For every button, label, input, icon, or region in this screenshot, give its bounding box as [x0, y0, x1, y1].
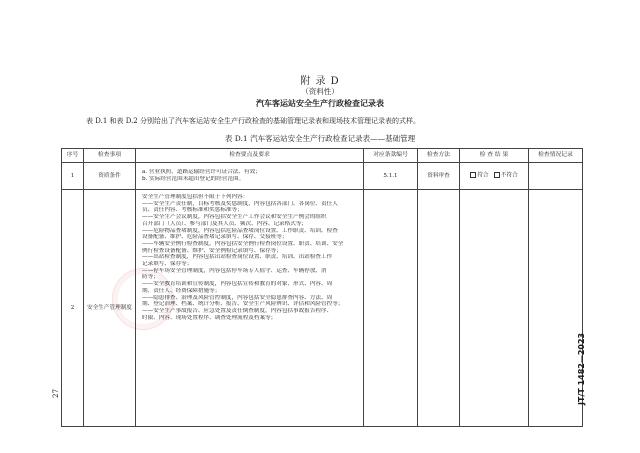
appendix-subtitle: 汽车客运站安全生产行政检查记录表 — [256, 98, 384, 108]
row-result — [460, 163, 529, 190]
requirement-line: 例行检查设备配备、维护、安全例检记录填写、保存等； — [142, 247, 282, 254]
header-no: 序号 — [62, 149, 84, 163]
requirement-line: ——安全教育培训和宣传制度，内容包括宣传和教育的对象、形式、内容、周 — [142, 281, 333, 288]
requirement-line: ——隐患排查、治理及风险管控制度，内容包括安全隐患排查内容、方法、周 — [142, 294, 333, 301]
requirement-line: b. 实际经营范围未超出登记的经营范围。 — [142, 176, 245, 182]
appendix-type: （资料性） — [301, 87, 339, 96]
header-item: 检查事项 — [84, 149, 136, 163]
header-clause: 对应条款编号 — [364, 149, 418, 163]
table-caption: 表 D.1 汽车客运站安全生产行政检查记录表——基础管理 — [224, 134, 416, 143]
requirement-line: 员、责任内容、考核标准和奖惩标准等； — [142, 207, 243, 214]
row-clause: 5.1.1 — [364, 163, 418, 190]
row-no: 2 — [62, 190, 84, 427]
requirement-line: 召开部门（人员）、参与部门及其人员、频次、内容、记录格式等； — [142, 220, 308, 227]
row-note — [529, 190, 583, 427]
header-note: 检查情况记录 — [529, 149, 583, 163]
header-result: 检 查 结 果 — [460, 149, 529, 163]
row-method — [418, 190, 460, 427]
row-requirements — [136, 190, 364, 427]
row-no: 1 — [62, 163, 84, 190]
requirement-line: ——安全生产会议制度，内容包括安全生产工作会议和安全生产例会的组织 — [142, 214, 327, 221]
appendix-title: 附 录 D — [300, 76, 340, 87]
page-number: 27 — [52, 389, 60, 398]
requirement-line: 期、责任人、经费保障措施等； — [142, 287, 221, 294]
row-requirements — [136, 163, 364, 190]
standard-code: JT/T 1482—2023 — [577, 332, 586, 405]
requirement-line: 时限、内容、现场处置程序、调查处理流程及档案等； — [142, 314, 277, 321]
requirement-line: 设备配备、维护、危险品查堵记录填写、保存、交接班等； — [142, 234, 288, 241]
requirement-line: 记录填写、保存等； — [142, 261, 193, 268]
inspection-record-table — [61, 148, 583, 427]
table-row — [62, 190, 583, 427]
row-clause — [364, 190, 418, 427]
requirement-line: 期、登记治理、档案、统计分析、报告、安全生产风险辨识、评估和风险管控等； — [142, 301, 344, 308]
requirement-line: a. 营业执照、道路运输经营许可证合法、有效； — [142, 169, 261, 176]
requirement-line: ——出站检查制度，内容包括出站检查岗位设置、职责、培训、出站检查工作 — [142, 254, 333, 261]
requirement-line: ——安全生产事故报告、应急处置及责任倒查制度，内容包括事故报告程序、 — [142, 307, 333, 314]
requirement-line: 防等； — [142, 274, 159, 281]
intro-paragraph: 表 D.1 和表 D.2 分别给出了汽车客运站安全生产行政检查的基础管理记录表和现场技术管理记录表的式样。 — [86, 117, 420, 125]
row-result — [460, 190, 529, 427]
checkbox-icon[interactable] — [494, 172, 500, 178]
row-note — [529, 163, 583, 190]
table-header-row — [62, 149, 583, 163]
row-method: 资料审查 — [418, 163, 460, 190]
checkbox-icon[interactable] — [470, 172, 476, 178]
table-row — [62, 163, 583, 190]
result-no-label: 不符合 — [500, 172, 518, 179]
header-method: 检查方法 — [418, 149, 460, 163]
row-item: 安全生产管理制度 — [84, 190, 136, 427]
requirement-line: ——危险物品查堵制度，内容包括危险品查堵岗位设置、工作职责、培训、检查 — [142, 227, 338, 234]
requirement-line: ——停车场安全管理制度，内容包括停车场专人值守、运查、车辆停放、消 — [142, 267, 327, 274]
requirement-line: 安全生产管理制度包括但不限于下列内容： — [142, 194, 249, 200]
result-yes-label: 符合 — [477, 172, 489, 179]
requirement-line: ——安全生产责任制，目标考核及奖惩制度，内容包括各部门、各岗位、责任人 — [142, 200, 338, 207]
header-requirements: 检查要点及要求 — [136, 149, 364, 163]
row-item: 资质条件 — [84, 163, 136, 190]
requirement-line: ——车辆安全例行检查制度，内容包括安全例行检查岗位设置、职责、培训、安全 — [142, 240, 344, 247]
